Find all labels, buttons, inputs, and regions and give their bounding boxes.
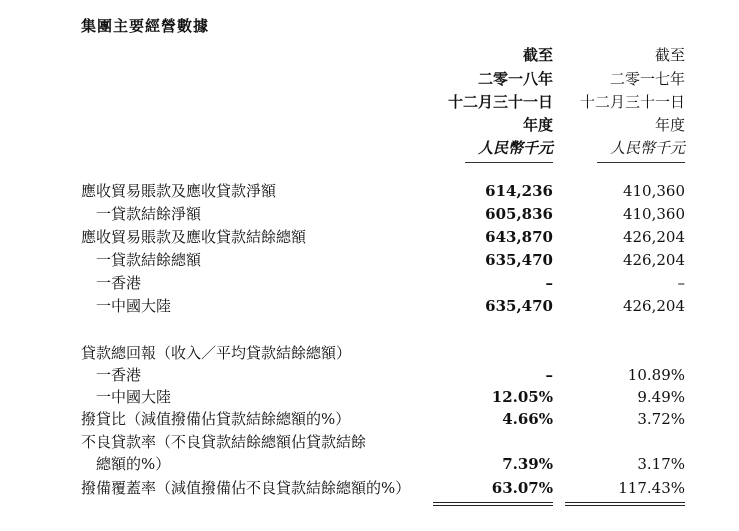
row-value-previous: 426,204 xyxy=(622,228,685,246)
table-row xyxy=(81,477,685,499)
header-previous-line3: 十二月三十一日 xyxy=(579,93,685,111)
row-label: 總額的%） xyxy=(96,455,171,473)
row-value-previous: 9.49% xyxy=(637,388,685,406)
header-previous-rule xyxy=(597,162,685,163)
row-label: 一貸款結餘總額 xyxy=(96,251,202,269)
row-value-previous: – xyxy=(677,274,685,292)
row-label: 一中國大陸 xyxy=(96,388,172,406)
table-row xyxy=(81,203,685,225)
table-row xyxy=(81,453,685,475)
row-value-previous: 117.43% xyxy=(618,479,685,497)
row-value-previous: 3.72% xyxy=(637,410,685,428)
table-row xyxy=(81,364,685,386)
table-row xyxy=(81,180,685,202)
header-current-line3: 十二月三十一日 xyxy=(447,93,553,111)
total-double-rule-previous-top xyxy=(565,502,685,503)
table-row xyxy=(81,408,685,430)
header-current-line1: 截至 xyxy=(522,46,553,64)
row-value-current: 12.05% xyxy=(491,388,553,406)
table-row xyxy=(81,272,685,294)
row-label: 撥備覆蓋率（減值撥備佔不良貸款結餘總額的%） xyxy=(81,479,411,497)
row-value-current: – xyxy=(545,274,553,292)
total-double-rule-previous-bottom xyxy=(565,505,685,506)
row-label: 不良貸款率（不良貸款結餘總額佔貸款結餘 xyxy=(81,433,367,451)
row-value-current: 605,836 xyxy=(485,205,553,223)
row-value-previous: 410,360 xyxy=(622,205,685,223)
total-double-rule-current-top xyxy=(433,502,553,503)
row-value-previous: 426,204 xyxy=(622,297,685,315)
section-title: 集團主要經營數據 xyxy=(81,17,210,35)
row-label: 撥貸比（減值撥備佔貸款結餘總額的%） xyxy=(81,410,351,428)
row-value-previous: 426,204 xyxy=(622,251,685,269)
row-value-current: 63.07% xyxy=(491,479,553,497)
total-double-rule-current-bottom xyxy=(433,505,553,506)
row-value-previous: 10.89% xyxy=(627,366,685,384)
table-row xyxy=(81,295,685,317)
row-value-current: 7.39% xyxy=(502,455,553,473)
header-previous-line4: 年度 xyxy=(654,116,685,134)
table-row xyxy=(81,431,685,453)
row-value-current: 643,870 xyxy=(485,228,553,246)
row-value-previous: 3.17% xyxy=(637,455,685,473)
row-value-current: 614,236 xyxy=(485,182,553,200)
row-label: 一中國大陸 xyxy=(96,297,172,315)
row-value-current: 635,470 xyxy=(485,297,553,315)
header-current-rule xyxy=(465,162,553,163)
table-row xyxy=(81,386,685,408)
header-previous-line2: 二零一七年 xyxy=(609,70,685,88)
row-label: 一香港 xyxy=(96,274,142,292)
table-row xyxy=(81,226,685,248)
header-current-line2: 二零一八年 xyxy=(477,70,553,88)
table-row xyxy=(81,342,685,364)
row-label: 一貸款結餘淨額 xyxy=(96,205,202,223)
header-previous-line1: 截至 xyxy=(654,46,685,64)
row-label: 一香港 xyxy=(96,366,142,384)
header-current-unit: 人民幣千元 xyxy=(477,139,553,157)
header-current-line4: 年度 xyxy=(522,116,553,134)
row-label: 應收貿易賬款及應收貸款結餘總額 xyxy=(81,228,307,246)
table-row xyxy=(81,249,685,271)
row-value-current: 635,470 xyxy=(485,251,553,269)
row-label: 應收貿易賬款及應收貸款淨額 xyxy=(81,182,277,200)
row-label: 貸款總回報（收入／平均貸款結餘總額） xyxy=(81,344,352,362)
row-value-current: – xyxy=(545,366,553,384)
row-value-current: 4.66% xyxy=(502,410,553,428)
header-previous-unit: 人民幣千元 xyxy=(609,139,685,157)
row-value-previous: 410,360 xyxy=(622,182,685,200)
